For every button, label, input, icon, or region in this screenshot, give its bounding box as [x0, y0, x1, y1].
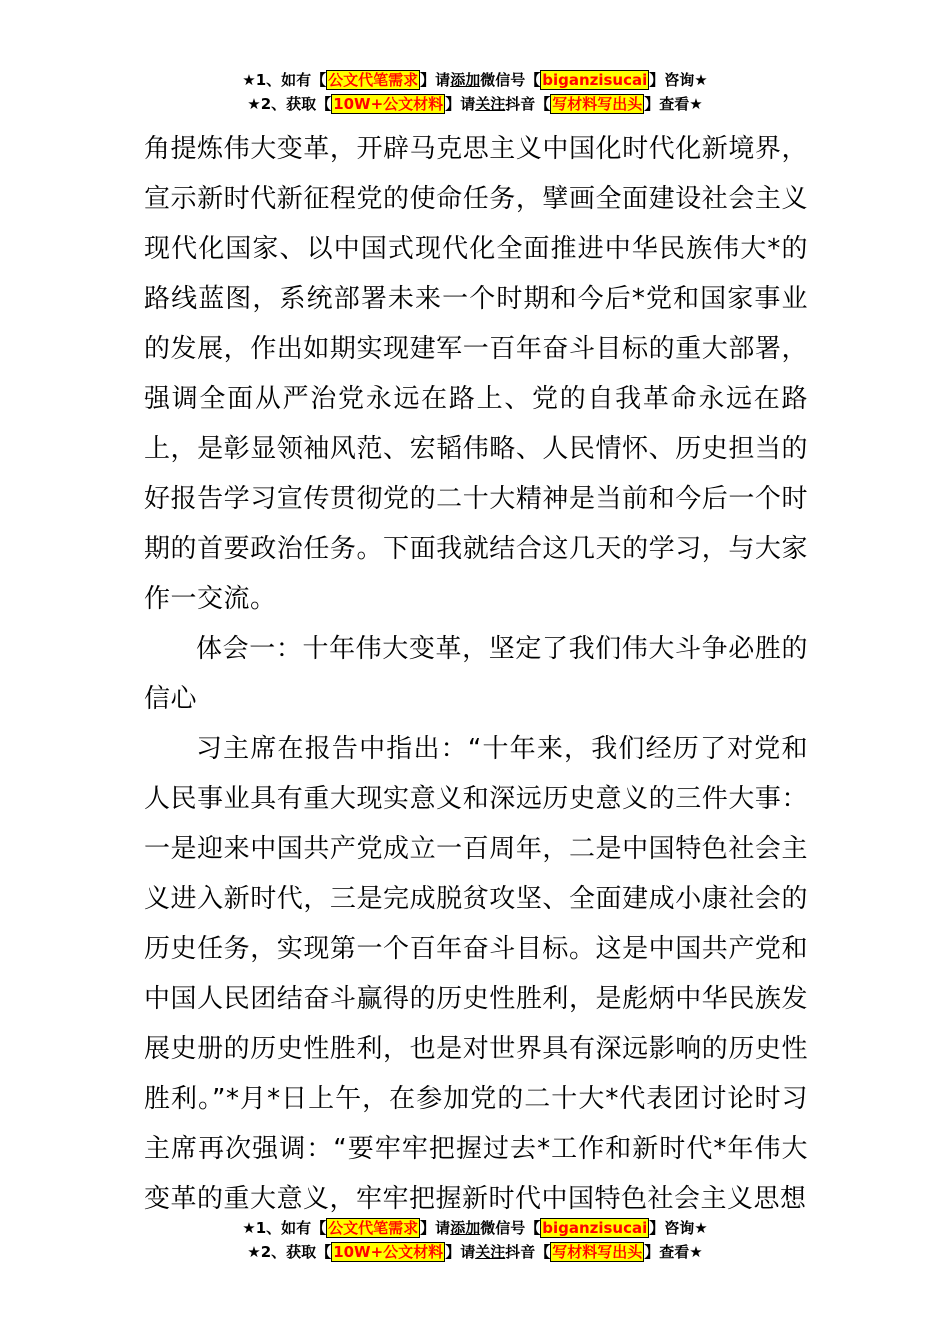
- highlight-materials: 10W+公文材料: [333, 95, 444, 113]
- banner-text: 抖音【: [505, 1243, 551, 1261]
- highlight-materials: 10W+公文材料: [333, 1243, 444, 1261]
- bottom-banner: [0, 1216, 950, 1264]
- banner-text: ★1、如有【: [242, 1219, 327, 1237]
- banner-text: 】请: [445, 1243, 476, 1261]
- banner-text: 】咨询★: [649, 1219, 708, 1237]
- banner-text: ★2、获取【: [247, 95, 332, 113]
- banner-text: 微信号【: [480, 1219, 541, 1237]
- section-heading: 体会一：十年伟大变革，坚定了我们伟大斗争必胜的信心: [144, 634, 808, 714]
- banner-text: 抖音【: [505, 95, 551, 113]
- banner-line-1: [0, 1216, 950, 1240]
- banner-underlined-text: 添加: [450, 1219, 481, 1237]
- highlight-wechat-id: biganzisucai: [542, 71, 648, 89]
- paragraph-intro: 角提炼伟大变革，开辟马克思主义中国化时代化新境界，宣示新时代新征程党的使命任务，擘画全面建设社会主义现代化国家、以中国式现代化全面推进中华民族伟大*的路线蓝图，系统部署未来一个时期和今后*党和国家事业的发展，作出如期实现建军一百年奋斗目标的重大部署，强调全面从严治党永远在路上、党的自我革命永远在路上，是彰显领袖风范、宏韬伟略、人民情怀、历史担当的好报告学习宣传贯彻党的二十大精神是当前和今后一个时期的首要政治任务。下面我就结合这几天的学习，与大家作一交流。: [144, 134, 808, 614]
- highlight-douyin-account: 写材料写出头: [552, 1243, 643, 1261]
- highlight-wechat-id: biganzisucai: [542, 1219, 648, 1237]
- banner-text: 】咨询★: [649, 71, 708, 89]
- paragraph-body: 习主席在报告中指出：“十年来，我们经历了对党和人民事业具有重大现实意义和深远历史意义的三件大事：一是迎来中国共产党成立一百周年，二是中国特色社会主义进入新时代，三是完成脱贫攻坚、全面建成小康社会的历史任务，实现第一个百年奋斗目标。这是中国共产党和中国人民团结奋斗赢得的历史性胜利，是彪炳中华民族发展史册的历史性胜利，也是对世界具有深远影响的历史性胜利。”*月*日上午，在参加党的二十大*代表团讨论时习主席再次强调：“要牢牢把握过去*工作和新时代*年伟大变革的重大意义，牢牢把握新时代中国特色社会主义思想: [144, 734, 808, 1214]
- banner-line-2: [0, 1240, 950, 1264]
- highlight-douyin-account: 写材料写出头: [552, 95, 643, 113]
- top-banner: [0, 68, 950, 116]
- banner-line-2: [0, 92, 950, 116]
- banner-underlined-text: 关注: [475, 1243, 506, 1261]
- banner-text: 】查看★: [644, 95, 703, 113]
- banner-line-1: [0, 68, 950, 92]
- banner-text: 】请: [420, 71, 451, 89]
- banner-text: ★2、获取【: [247, 1243, 332, 1261]
- document-body: [144, 124, 808, 1224]
- banner-text: 微信号【: [480, 71, 541, 89]
- banner-text: ★1、如有【: [242, 71, 327, 89]
- highlight-service: 公文代笔需求: [328, 1219, 419, 1237]
- banner-underlined-text: 添加: [450, 71, 481, 89]
- highlight-service: 公文代笔需求: [328, 71, 419, 89]
- banner-text: 】查看★: [644, 1243, 703, 1261]
- banner-text: 】请: [420, 1219, 451, 1237]
- banner-underlined-text: 关注: [475, 95, 506, 113]
- banner-text: 】请: [445, 95, 476, 113]
